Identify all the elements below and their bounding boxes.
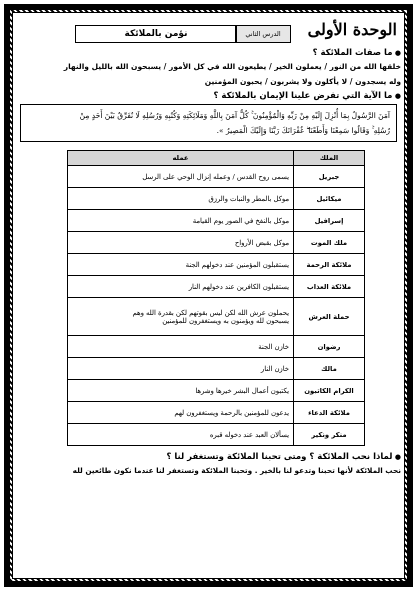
question-text: لماذا نحب الملائكة ؟ ومتى تحبنا الملائكة وتستغفر لنا ؟ — [166, 452, 393, 462]
angel-name: حملة العرش — [294, 298, 365, 336]
table-row — [68, 358, 365, 380]
bullet-icon: ● — [392, 92, 401, 100]
verse-line: آمَنَ الرَّسُولُ بِمَا أُنْزِلَ إِلَيْهِ مِنْ رَبِّهِ وَالْمُؤْمِنُونَ ۚ كُلٌّ آمَنَ بِاللَّهِ وَمَلَائِكَتِهِ وَكُتُبِهِ وَرُسُلِهِ لَا نُفَرِّقُ بَيْنَ أَحَدٍ مِنْ — [79, 111, 390, 120]
table-row — [68, 424, 365, 446]
angel-job: موكل بقبض الأرواح — [68, 232, 294, 254]
angel-job: خازن الجنة — [68, 336, 294, 358]
angel-job: موكل بالنفخ في الصور يوم القيامة — [68, 210, 294, 232]
question-text: ما صفات الملائكة ؟ — [312, 48, 393, 58]
table-row — [68, 336, 365, 358]
verse-line: رُسُلِهِ ۚ وَقَالُوا سَمِعْنَا وَأَطَعْنَا ۖ غُفْرَانَكَ رَبَّنَا وَإِلَيْكَ الْمَصِيرُ ». — [216, 126, 390, 135]
page-content — [16, 18, 401, 576]
angel-name: جبريل — [294, 166, 365, 188]
love-answer: نحب الملائكة لأنها تحبنا وتدعو لنا بالخير . وتحبنا الملائكة وتستغفر لنا عندما نكون طائعين لله — [72, 466, 401, 475]
angel-name: ملك الموت — [294, 232, 365, 254]
bullet-icon: ● — [392, 453, 401, 461]
angel-name: ملائكة العذاب — [294, 276, 365, 298]
angel-name: مالك — [294, 358, 365, 380]
section-question-love — [16, 452, 401, 464]
table-row — [68, 232, 365, 254]
traits-answer — [16, 59, 401, 89]
job-line: يسبحون لله ويؤمنون به ويستغفرون للمؤمنين — [162, 316, 289, 325]
verse-box — [20, 104, 397, 142]
section-question-verse — [16, 91, 401, 102]
traits-line: خلقها الله من النور / يعملون الخير / يطيعون الله في كل الأمور / يسبحون الله بالليل والنهار — [63, 62, 401, 71]
table-row — [68, 254, 365, 276]
angel-job: موكل بالمطر والنبات والرزق — [68, 188, 294, 210]
page-header — [16, 18, 401, 46]
table-header-row — [68, 151, 365, 166]
table-row — [68, 402, 365, 424]
angel-name: ملائكة الدعاء — [294, 402, 365, 424]
bullet-icon: ● — [392, 49, 401, 57]
section-question-traits — [16, 48, 401, 59]
angel-name: رضوان — [294, 336, 365, 358]
angel-name: منكر ونكير — [294, 424, 365, 446]
table-row — [68, 380, 365, 402]
lesson-title: نؤمن بالملائكة — [75, 25, 237, 43]
angel-job: خازن النار — [68, 358, 294, 380]
angel-name: ميكائيل — [294, 188, 365, 210]
angel-name: ملائكة الرحمة — [294, 254, 365, 276]
question-text: ما الآية التي تفرض علينا الإيمان بالملائكة ؟ — [213, 91, 393, 101]
angel-job: يسألان العبد عند دخوله قبره — [68, 424, 294, 446]
angels-table — [67, 150, 365, 446]
angel-name: الكرام الكاتبون — [294, 380, 365, 402]
angel-job: يدعون للمؤمنين بالرحمة ويستغفرون لهم — [68, 402, 294, 424]
table-row — [68, 188, 365, 210]
angel-job: يستقبلون المؤمنين عند دخولهم الجنة — [68, 254, 294, 276]
table-row — [68, 276, 365, 298]
angel-job: يكتبون أعمال البشر خيرها وشرها — [68, 380, 294, 402]
lesson-label: الدرس الثاني — [235, 25, 291, 43]
angel-job — [68, 298, 294, 336]
table-row — [68, 166, 365, 188]
unit-title: الوحدة الأولى — [307, 20, 397, 39]
angel-job: يسمى روح القدس / وعمله إنزال الوحي على الرسل — [68, 166, 294, 188]
table-row — [68, 298, 365, 336]
column-header-job: عمله — [68, 151, 294, 166]
job-line: يحملون عرش الله لكن ليس بقوتهم لكن بقدرة الله وهم — [132, 308, 289, 317]
traits-line: وله يسجدون / لا يأكلون ولا يشربون / يحبون المؤمنين — [204, 77, 401, 86]
table-row — [68, 210, 365, 232]
column-header-name: الملك — [294, 151, 365, 166]
angel-name: إسرافيل — [294, 210, 365, 232]
angel-job: يستقبلون الكافرين عند دخولهم النار — [68, 276, 294, 298]
